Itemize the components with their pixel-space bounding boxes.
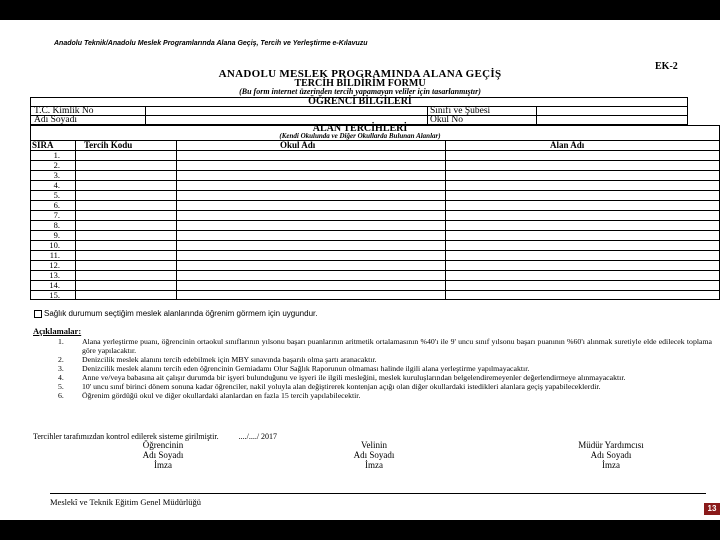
tercih-kodu-cell[interactable] <box>76 211 175 219</box>
student-section-title: ÖĞRENCİ BİLGİLERİ <box>308 96 412 107</box>
name-label: Adı Soyadı <box>34 115 78 125</box>
footer-divider <box>50 493 706 494</box>
tercih-kodu-cell[interactable] <box>76 231 175 239</box>
alan-adi-cell[interactable] <box>446 191 718 199</box>
school-no-label: Okul No <box>430 115 463 125</box>
list-item: 1. Alana yerleştirme puanı, öğrencinin ortaokul sınıflarının yılsonu başarı puanlarının aritmetik ortalamasının %40'ı ile 9' uncu sınıf yılsonu başarı puanının %60'ı alınmak suretiyle elde edilecek toplama göre yapılacaktır. <box>58 337 712 355</box>
okul-adi-cell[interactable] <box>177 171 444 179</box>
col-sira: SIRA <box>32 140 54 150</box>
control-statement: Tercihler tarafımızdan kontrol edilerek sisteme girilmiştir. ..../..../ 2017 <box>33 432 278 441</box>
alan-adi-cell[interactable] <box>446 251 718 259</box>
okul-adi-cell[interactable] <box>177 251 444 259</box>
alan-adi-cell[interactable] <box>446 231 718 239</box>
okul-adi-cell[interactable] <box>177 241 444 249</box>
okul-adi-cell[interactable] <box>177 161 444 169</box>
tercih-kodu-cell[interactable] <box>76 221 175 229</box>
document-page <box>0 20 720 520</box>
alan-adi-cell[interactable] <box>446 271 718 279</box>
list-item: 2. Denizcilik meslek alanını tercih edebilmek için MBY sınavında başarılı olma şartı aranacaktır. <box>58 354 377 364</box>
table-row-number: 9. <box>53 230 60 240</box>
alan-adi-cell[interactable] <box>446 171 718 179</box>
table-row-number: 5. <box>53 190 60 200</box>
table-row-number: 13. <box>49 270 60 280</box>
table-row-number: 6. <box>53 200 60 210</box>
tercih-kodu-cell[interactable] <box>76 261 175 269</box>
tercih-kodu-cell[interactable] <box>76 191 175 199</box>
table-row-number: 7. <box>53 210 60 220</box>
okul-adi-cell[interactable] <box>177 181 444 189</box>
table-row-number: 11. <box>49 250 60 260</box>
table-row-number: 3. <box>53 170 60 180</box>
school-no-field[interactable] <box>537 116 687 124</box>
okul-adi-cell[interactable] <box>177 261 444 269</box>
health-checkbox-row[interactable] <box>34 309 317 318</box>
tercih-kodu-cell[interactable] <box>76 201 175 209</box>
col-tercih-kodu: Tercih Kodu <box>84 140 133 150</box>
okul-adi-cell[interactable] <box>177 231 444 239</box>
okul-adi-cell[interactable] <box>177 151 444 159</box>
okul-adi-cell[interactable] <box>177 201 444 209</box>
tercih-kodu-cell[interactable] <box>76 181 175 189</box>
alan-adi-cell[interactable] <box>446 241 718 249</box>
alan-adi-cell[interactable] <box>446 211 718 219</box>
table-row-number: 1. <box>53 150 60 160</box>
form-subtitle: TERCİH BİLDİRİM FORMU <box>294 78 426 89</box>
table-row-number: 15. <box>49 290 60 300</box>
list-item: 5. 10' uncu sınıf birinci dönem sonuna kadar öğrenciler, nakil yoluyla alan değiştirerek kontenjan açığı olan diğer okullardaki istedikleri alanlara geçiş yapabileceklerdir. <box>58 381 601 391</box>
tercih-kodu-cell[interactable] <box>76 241 175 249</box>
table-row-number: 14. <box>49 280 60 290</box>
alan-adi-cell[interactable] <box>446 151 718 159</box>
preferences-section-title: ALAN TERCİHLERİ <box>312 123 408 134</box>
class-label: Sınıfı ve Şubesi <box>430 106 491 116</box>
form-note: (Bu form internet üzerinden tercih yapamayan veliler için tasarlanmıştır) <box>239 87 481 96</box>
page-number: 13 <box>704 503 720 515</box>
alan-adi-cell[interactable] <box>446 181 718 189</box>
alan-adi-cell[interactable] <box>446 201 718 209</box>
class-field[interactable] <box>537 107 687 115</box>
alan-adi-cell[interactable] <box>446 281 718 289</box>
health-text: Sağlık durumum seçtiğim meslek alanlarında öğrenim görmem için uygundur. <box>44 309 318 318</box>
alan-adi-cell[interactable] <box>446 291 718 299</box>
okul-adi-cell[interactable] <box>177 291 444 299</box>
preferences-subtitle: (Kendi Okulunda ve Diğer Okullarda Bulunan Alanlar) <box>279 132 441 140</box>
table-row-number: 10. <box>49 240 60 250</box>
alan-adi-cell[interactable] <box>446 221 718 229</box>
explanations-list <box>58 338 712 401</box>
footer-text: Meslekî ve Teknik Eğitim Genel Müdürlüğü <box>50 497 202 507</box>
okul-adi-cell[interactable] <box>177 271 444 279</box>
form-title: ANADOLU MESLEK PROGRAMINDA ALANA GEÇİŞ <box>218 68 502 80</box>
tercih-kodu-cell[interactable] <box>76 161 175 169</box>
tercih-kodu-cell[interactable] <box>76 251 175 259</box>
tercih-kodu-cell[interactable] <box>76 271 175 279</box>
okul-adi-cell[interactable] <box>177 221 444 229</box>
table-row-number: 8. <box>53 220 60 230</box>
table-row-number: 4. <box>53 180 60 190</box>
annex-label: EK-2 <box>655 61 678 72</box>
signature-vice-principal: Müdür Yardımcısı Adı Soyadı İmza <box>578 440 644 470</box>
tercih-kodu-cell[interactable] <box>76 281 175 289</box>
explanations-title: Açıklamalar: <box>33 326 82 336</box>
alan-adi-cell[interactable] <box>446 161 718 169</box>
col-okul-adi: Okul Adı <box>280 140 316 150</box>
table-row-number: 2. <box>53 160 60 170</box>
tc-field[interactable] <box>146 107 426 115</box>
tercih-kodu-cell[interactable] <box>76 291 175 299</box>
tercih-kodu-cell[interactable] <box>76 171 175 179</box>
tercih-kodu-cell[interactable] <box>76 151 175 159</box>
guide-header: Anadolu Teknik/Anadolu Meslek Programlarında Alana Geçiş, Tercih ve Yerleştirme e-Kılavuzu <box>54 40 368 47</box>
col-alan-adi: Alan Adı <box>550 140 585 150</box>
list-item: 4. Anne ve/veya babasına ait çalışır durumda bir işyeri bulunduğunu ve işyeri ile ilgili mesleğini, meslek kuruluşlarından belgelendiremeyenler değerlendirmeye alınmayacaktır. <box>58 372 626 382</box>
signature-parent: Velinin Adı Soyadı İmza <box>353 440 395 470</box>
list-item: 3. Denizcilik meslek alanını tercih eden öğrencinin Gemiadamı Olur Sağlık Raporunun olmaması halinde ilgili alana yerleştirme yapılmayacaktır. <box>58 363 530 373</box>
signature-student: Öğrencinin Adı Soyadı İmza <box>142 440 184 470</box>
tc-label: T.C. Kimlik No <box>34 106 94 116</box>
okul-adi-cell[interactable] <box>177 211 444 219</box>
okul-adi-cell[interactable] <box>177 281 444 289</box>
table-row-number: 12. <box>49 260 60 270</box>
health-checkbox[interactable] <box>34 310 42 318</box>
okul-adi-cell[interactable] <box>177 191 444 199</box>
list-item: 6. Öğrenim gördüğü okul ve diğer okullardaki alanlardan en fazla 15 tercih yapılabilecektir. <box>58 390 361 400</box>
alan-adi-cell[interactable] <box>446 261 718 269</box>
